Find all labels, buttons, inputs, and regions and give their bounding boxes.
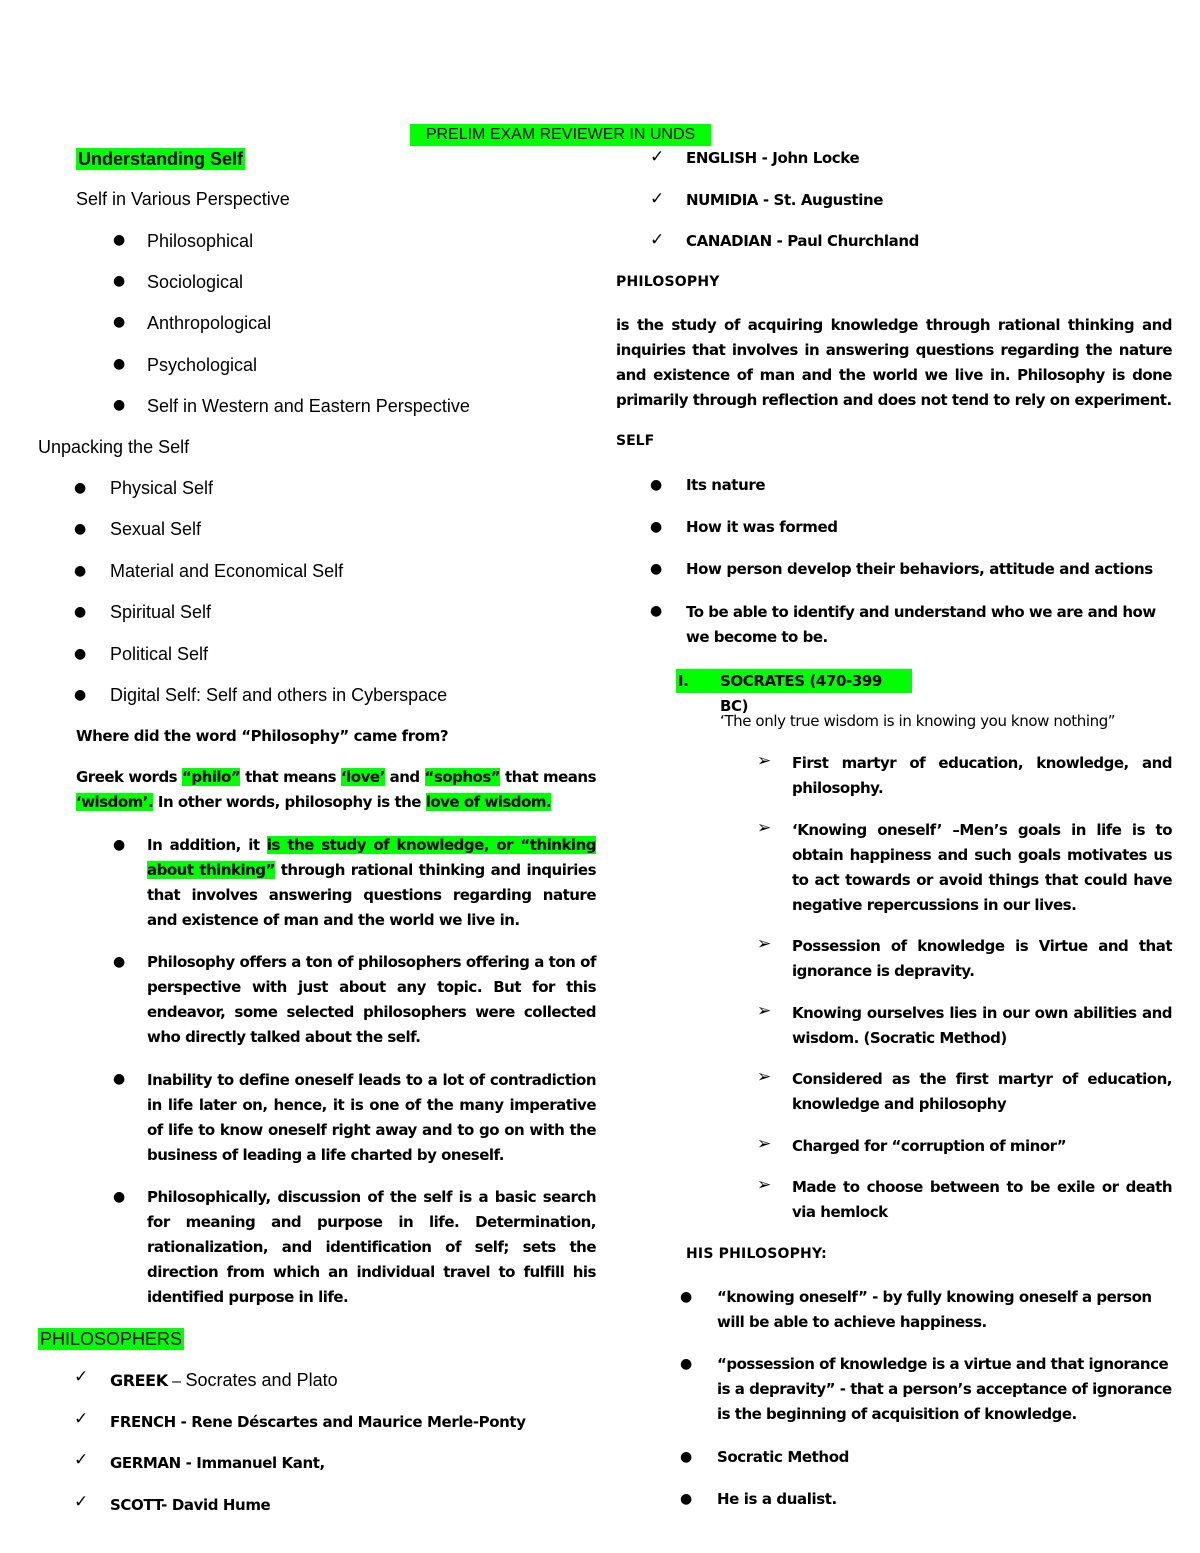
bullet-icon: ● [113, 356, 126, 372]
bullet-icon: ● [650, 519, 663, 535]
philosophy-note-1 [147, 833, 596, 933]
greek-text: Greek words [76, 768, 182, 786]
bullet-icon: ● [680, 1491, 693, 1507]
list-item: Anthropological [147, 313, 272, 333]
philosophy-heading: PHILOSOPHY [616, 274, 720, 290]
section-number: I. [678, 672, 689, 690]
checkmark-icon: ✓ [650, 230, 665, 250]
philosopher-entry: CANADIAN - Paul Churchland [686, 232, 920, 250]
philosopher-name: Rene Déscartes and Maurice Merle-Ponty [191, 1413, 526, 1431]
self-heading: SELF [616, 433, 655, 449]
arrow-bullet-icon: ➢ [757, 1134, 772, 1154]
philosopher-entry: ENGLISH - John Locke [686, 149, 860, 167]
philosophy-item: Socratic Method [717, 1448, 849, 1466]
bullet-icon: ● [680, 1356, 693, 1372]
note-text: In addition, it [147, 836, 267, 854]
bullet-icon: ● [113, 314, 126, 330]
list-item: How person develop their behaviors, attitude and actions [686, 560, 1153, 578]
perspective-title: Self in Various Perspective [76, 189, 290, 209]
philosopher-entry [110, 1452, 325, 1474]
study-of-knowledge-highlight: is the study of knowledge, or “thinking about thinking” [147, 836, 596, 879]
list-item: How it was formed [686, 518, 838, 536]
love-of-wisdom-highlight: love of wisdom. [425, 793, 552, 811]
list-item: Material and Economical Self [110, 561, 344, 581]
bullet-icon: ● [650, 477, 663, 493]
checkmark-icon: ✓ [74, 1492, 89, 1512]
philosophy-origin-question: Where did the word “Philosophy” came from? [76, 727, 449, 745]
separator: – [167, 1373, 186, 1390]
note-text: through rational thinking and inquiries that involves answering questions regarding nature and existence of man and the world we live in. [147, 861, 596, 929]
bullet-icon: ● [113, 954, 126, 970]
socrates-point: First martyr of education, knowledge, and philosophy. [792, 754, 1172, 797]
philosopher-entry [110, 1369, 338, 1393]
socrates-point: Knowing ourselves lies in our own abilities and wisdom. (Socratic Method) [792, 1004, 1172, 1047]
bullet-icon: ● [74, 646, 87, 662]
socrates-quote: ‘The only true wisdom is in knowing you know nothing” [720, 712, 1116, 730]
arrow-bullet-icon: ➢ [757, 1067, 772, 1087]
philosophy-item: “knowing oneself” - by fully knowing oneself a person will be able to achieve happiness. [717, 1288, 1152, 1331]
list-item: Its nature [686, 476, 766, 494]
arrow-bullet-icon: ➢ [757, 818, 772, 838]
philosopher-name: David Hume [171, 1496, 271, 1514]
checkmark-icon: ✓ [650, 189, 665, 209]
bullet-icon: ● [113, 397, 126, 413]
list-item: Spiritual Self [110, 602, 212, 622]
list-item: Self in Western and Eastern Perspective [147, 396, 470, 416]
socrates-point: Possession of knowledge is Virtue and that ignorance is depravity. [792, 937, 1172, 980]
understanding-self-heading: Understanding Self [78, 149, 244, 169]
bullet-icon: ● [650, 561, 663, 577]
list-item: Political Self [110, 644, 209, 664]
checkmark-icon: ✓ [74, 1367, 89, 1387]
nationality: GREEK [110, 1371, 168, 1390]
socrates-point: Considered as the first martyr of education, knowledge and philosophy [792, 1070, 1172, 1113]
bullet-icon: ● [680, 1289, 693, 1305]
list-item: Physical Self [110, 478, 214, 498]
checkmark-icon: ✓ [650, 147, 665, 167]
separator: - [180, 1454, 197, 1472]
checkmark-icon: ✓ [74, 1450, 89, 1470]
bullet-icon: ● [113, 232, 126, 248]
greek-text: In other words, philosophy is the [153, 793, 426, 811]
philo-highlight: “philo” [181, 768, 241, 786]
bullet-icon: ● [113, 273, 126, 289]
greek-text: that means [240, 768, 341, 786]
bullet-icon: ● [113, 837, 126, 853]
philosopher-name: Immanuel Kant, [196, 1454, 325, 1472]
bullet-icon: ● [74, 687, 87, 703]
checkmark-icon: ✓ [74, 1409, 89, 1429]
arrow-bullet-icon: ➢ [757, 1175, 772, 1195]
socrates-heading: SOCRATES (470-399 BC) [720, 672, 882, 715]
list-item: Digital Self: Self and others in Cyberspace [110, 685, 448, 705]
arrow-bullet-icon: ➢ [757, 751, 772, 771]
list-item: Philosophical [147, 231, 254, 251]
wisdom-highlight: ‘wisdom’. [76, 793, 154, 811]
arrow-bullet-icon: ➢ [757, 1001, 772, 1021]
document-title: PRELIM EXAM REVIEWER IN UNDS [410, 124, 711, 146]
list-item: To be able to identify and understand who we are and how we become to be. [686, 603, 1156, 646]
philosophy-item: He is a dualist. [717, 1490, 837, 1508]
philosophers-heading: PHILOSOPHERS [40, 1329, 183, 1349]
list-item: Sociological [147, 272, 244, 292]
bullet-icon: ● [74, 480, 87, 496]
philosopher-name: Socrates and Plato [185, 1370, 338, 1390]
greek-text: and [384, 768, 425, 786]
philosophy-definition: is the study of acquiring knowledge through rational thinking and inquiries that involves in answering questions regarding the nature and existence of man and the world we live in. Philosophy is done primarily through reflection and does not tend to rely on experiment. [616, 316, 1172, 409]
separator: - [175, 1413, 192, 1431]
greek-origin-paragraph [76, 765, 596, 815]
philosopher-entry [110, 1411, 526, 1433]
bullet-icon: ● [680, 1449, 693, 1465]
bullet-icon: ● [113, 1071, 126, 1087]
list-item: Sexual Self [110, 519, 202, 539]
nationality: SCOTT [110, 1496, 162, 1514]
socrates-point: Charged for “corruption of minor” [792, 1137, 1067, 1155]
sophos-highlight: “sophos” [424, 768, 501, 786]
bullet-icon: ● [650, 603, 663, 619]
list-item: Psychological [147, 355, 258, 375]
philosopher-entry [110, 1494, 270, 1516]
nationality: GERMAN [110, 1454, 181, 1472]
bullet-icon: ● [74, 521, 87, 537]
philosophy-note-2: Philosophy offers a ton of philosophers offering a ton of perspective with just about any topic. But for this endeavor, some selected philosophers were collected who directly talked about the self. [147, 953, 596, 1046]
his-philosophy-heading: HIS PHILOSOPHY: [686, 1246, 827, 1262]
greek-text: that means [500, 768, 597, 786]
nationality: FRENCH [110, 1413, 176, 1431]
philosophy-note-3: Inability to define oneself leads to a lot of contradiction in life later on, hence, it is one of the many imperative of life to know oneself right away and to go on with the business of leading a life charted by oneself. [147, 1071, 596, 1164]
separator: - [161, 1496, 172, 1514]
right-column [600, 0, 1200, 1553]
bullet-icon: ● [74, 604, 87, 620]
philosopher-entry: NUMIDIA - St. Augustine [686, 191, 884, 209]
philosophy-note-4: Philosophically, discussion of the self is a basic search for meaning and purpose in life. Determination, rationalization, and identification of self; sets the direction from which an individual travel to fulfill his identified purpose in life. [147, 1188, 596, 1306]
arrow-bullet-icon: ➢ [757, 934, 772, 954]
bullet-icon: ● [74, 563, 87, 579]
socrates-heading-bar [676, 669, 912, 715]
socrates-point: Made to choose between to be exile or death via hemlock [792, 1178, 1172, 1221]
love-highlight: ‘love’ [340, 768, 385, 786]
socrates-point: ‘Knowing oneself’ –Men’s goals in life is to obtain happiness and such goals motivates us to act towards or avoid things that could have negative repercussions in our lives. [792, 821, 1172, 914]
bullet-icon: ● [113, 1189, 126, 1205]
philosophy-item: “possession of knowledge is a virtue and that ignorance is a depravity” - that a person’s acceptance of ignorance is the beginning of acquisition of knowledge. [717, 1355, 1172, 1423]
unpacking-title: Unpacking the Self [38, 437, 190, 457]
